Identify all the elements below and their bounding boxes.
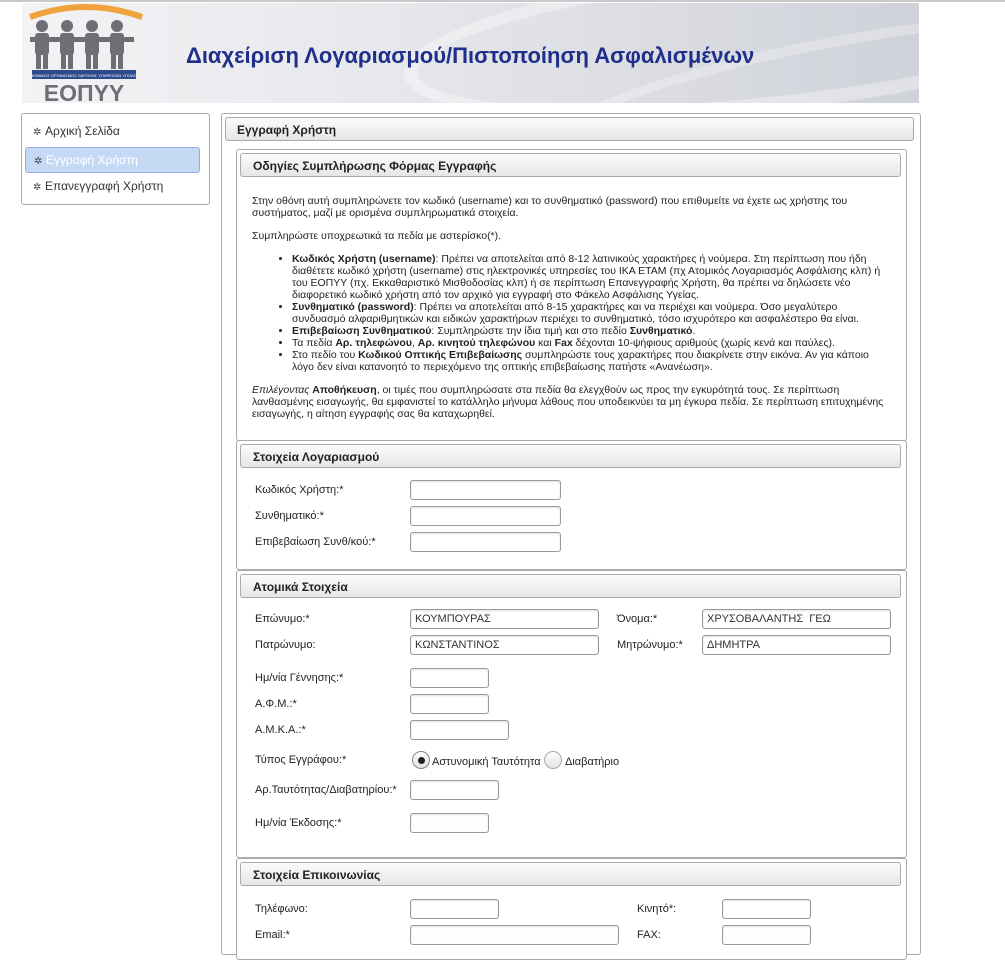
amka-input[interactable] [410, 720, 509, 740]
amka-label: Α.Μ.Κ.Α.:* [255, 724, 306, 736]
instructions-body [252, 195, 892, 431]
eopyy-logo [26, 3, 146, 103]
phone-input[interactable] [410, 899, 499, 919]
id-card-radio[interactable] [412, 751, 430, 769]
sidebar-item-reregister[interactable] [25, 174, 208, 198]
sidebar-item-label: Επανεγγραφή Χρήστη [45, 179, 164, 193]
birth-date-input[interactable] [410, 668, 489, 688]
father-name-label: Πατρώνυμο: [255, 639, 316, 651]
personal-panel [236, 570, 907, 858]
password-label: Συνθηματικό:* [255, 510, 324, 522]
email-input[interactable] [410, 925, 619, 945]
sidebar-item-label: Εγγραφή Χρήστη [46, 153, 138, 167]
passport-radio[interactable] [544, 751, 562, 769]
instructions-required-note: Συμπληρώστε υποχρεωτικά τα πεδία με αστερίσκο(*). [252, 230, 502, 242]
afm-label: Α.Φ.Μ.:* [255, 698, 297, 710]
username-label: Κωδικός Χρήστη:* [255, 484, 344, 496]
list-item: • Συνθηματικό (password): Πρέπει να αποτελείται από 8-15 χαρακτήρες και να περιέχει και νούμερα. Όσο μεγαλύτερο συνδυασμό αλφαριθμητικών και ειδικών χαρακτήρων περιέχει το συνθηματικό, τόσο ισχυρότερο και ασφαλέστερο θα είναι. [292, 301, 892, 325]
instructions-list [252, 253, 892, 373]
mobile-label: Κινητό*: [637, 903, 677, 915]
main-content [221, 113, 921, 955]
father-name-input[interactable] [410, 635, 599, 655]
contact-panel [236, 858, 907, 960]
email-label: Email:* [255, 929, 290, 941]
surname-label: Επώνυμο:* [255, 613, 310, 625]
list-item: • Κωδικός Χρήστη (username): Πρέπει να αποτελείται από 8-12 λατινικούς χαρακτήρες ή νούμερα. Στη περίπτωση που ήδη διαθέτετε κωδικό χρήστη (username) στις ηλεκτρονικές υπηρεσίες του ΙΚΑ ΕΤΑΜ (πχ Ατομικός Λογαριασμός Ασφάλισης κλπ) ή του ΕΟΠΥΥ (πχ. Εκκαθαριστικό Μισθοδοσίας κλπ) ή σε περίπτωση Επανεγγραφής Χρήστη, θα πρέπει να δηλώσετε νέο διαφορετικό κωδικό χρήστη από τον αρχικό για εγγραφή στο Φάκελο Ασφάλισης Υγείας. [292, 253, 892, 301]
sidebar-item-home[interactable] [25, 119, 208, 143]
gear-icon: ✲ [33, 182, 42, 193]
logo-text: ΕΟΠΥΥ [43, 80, 125, 103]
issue-date-label: Ημ/νία Έκδοσης:* [255, 817, 342, 829]
document-number-input[interactable] [410, 780, 499, 800]
personal-panel-title: Ατομικά Στοιχεία [240, 574, 901, 598]
gear-icon: ✲ [34, 156, 43, 167]
birth-date-label: Ημ/νία Γέννησης:* [255, 672, 344, 684]
instructions-title: Οδηγίες Συμπλήρωσης Φόρμας Εγγραφής [240, 153, 901, 177]
confirm-password-input[interactable] [410, 532, 561, 552]
password-input[interactable] [410, 506, 561, 526]
surname-input[interactable] [410, 609, 599, 629]
name-input[interactable] [702, 609, 891, 629]
username-input[interactable] [410, 480, 561, 500]
account-panel [236, 440, 907, 570]
top-border [0, 0, 1005, 2]
name-label: Όνομα:* [617, 613, 658, 625]
issue-date-input[interactable] [410, 813, 489, 833]
afm-input[interactable] [410, 694, 489, 714]
mother-name-input[interactable] [702, 635, 891, 655]
instructions-intro: Στην οθόνη αυτή συμπληρώνετε τον κωδικό (username) και το συνθηματικό (password) που επιθυμείτε να έχετε ως χρήστης του συστήματος, μαζί με ορισμένα συμπληρωματικά στοιχεία. [252, 195, 848, 219]
instructions-final: Επιλέγοντας Αποθήκευση, οι τιμές που συμπληρώσατε στα πεδία θα ελεγχθούν ως προς την εγκυρότητά τους. Σε περίπτωση λανθασμένης εισαγωγής, θα εμφανιστεί το κατάλληλο μήνυμα λάθους που υποδεικνύει τα μη έγκυρα πεδία. Σε περίπτωση επιτυχημένης εισαγωγής, η αίτηση εγγραφής σας θα καταχωρηθεί. [252, 384, 884, 420]
gear-icon: ✲ [33, 127, 42, 138]
sidebar-item-register[interactable] [25, 147, 200, 173]
list-item: • Επιβεβαίωση Συνθηματικού: Συμπληρώστε την ίδια τιμή και στο πεδίο Συνθηματικό. [292, 325, 892, 337]
document-type-label: Τύπος Εγγράφου:* [255, 754, 347, 766]
list-item: • Στο πεδίο του Κωδικού Οπτικής Επιβεβαίωσης συμπληρώστε τους χαρακτήρες που διακρίνετε στην εικόνα. Αν για κάποιο λόγο δεν είναι κατανοητό το περιεχόμενο της οπτικής επιβεβαίωσης πατήστε «Ανανέωση». [292, 349, 892, 373]
document-number-label: Αρ.Ταυτότητας/Διαβατηρίου:* [255, 784, 397, 796]
mobile-input[interactable] [722, 899, 811, 919]
id-card-radio-label: Αστυνομική Ταυτότητα [432, 756, 541, 768]
passport-radio-label: Διαβατήριο [565, 756, 620, 768]
fax-label: FAX: [637, 929, 661, 941]
sidebar-item-label: Αρχική Σελίδα [45, 124, 120, 138]
sidebar-menu [21, 113, 210, 205]
fax-input[interactable] [722, 925, 811, 945]
confirm-password-label: Επιβεβαίωση Συνθ/κού:* [255, 536, 376, 548]
account-panel-title: Στοιχεία Λογαριασμού [240, 444, 901, 468]
main-title: Εγγραφή Χρήστη [225, 117, 914, 141]
mother-name-label: Μητρώνυμο:* [617, 639, 683, 651]
list-item: • Τα πεδία Αρ. τηλεφώνου, Αρ. κινητού τηλεφώνου και Fax δέχονται 10-ψήφιους αριθμούς (χωρίς κενά και παύλες). [292, 337, 892, 349]
page-header [22, 3, 919, 103]
logo-subtext: ΕΘΝΙΚΟΣ ΟΡΓΑΝΙΣΜΟΣ ΠΑΡΟΧΗΣ ΥΠΗΡΕΣΙΩΝ ΥΓΕΙΑΣ [31, 73, 137, 78]
contact-panel-title: Στοιχεία Επικοινωνίας [240, 862, 901, 886]
phone-label: Τηλέφωνο: [255, 903, 308, 915]
page-title: Διαχείριση Λογαριασμού/Πιστοποίηση Ασφαλισμένων [186, 43, 755, 68]
instructions-panel [236, 149, 907, 441]
